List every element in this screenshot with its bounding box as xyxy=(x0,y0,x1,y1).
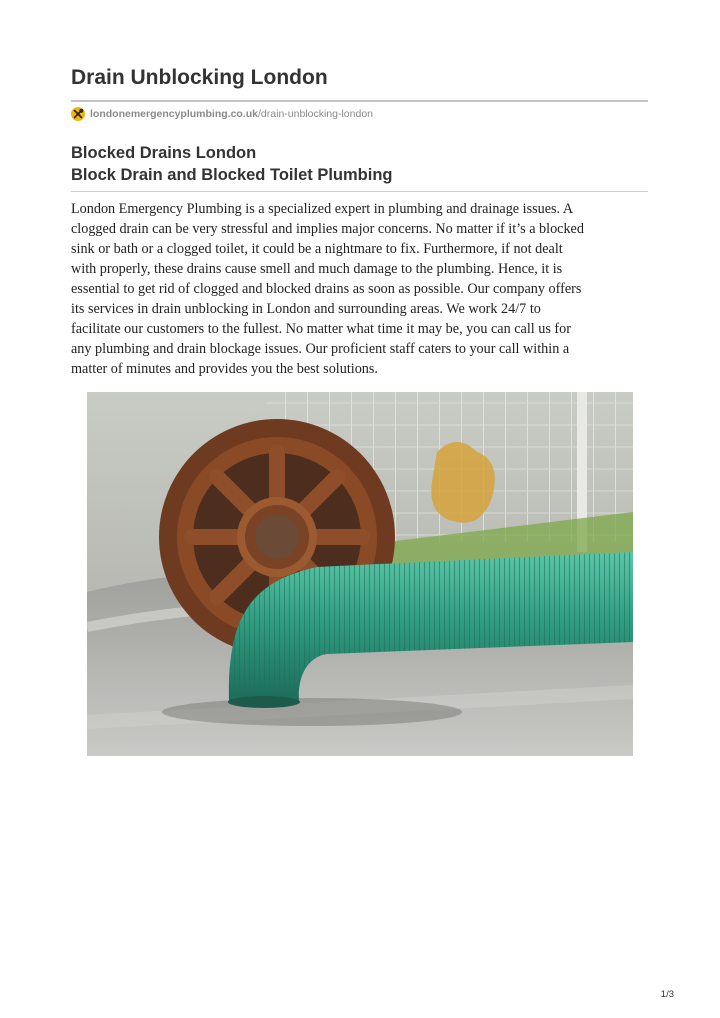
paragraph-line: its services in drain unblocking in London and surrounding areas. We work 24/7 to xyxy=(71,301,541,317)
paragraph-line: facilitate our customers to the fullest. No matter what time it may be, you can call us for xyxy=(71,321,571,337)
url-path: /drain-unblocking-london xyxy=(258,108,374,120)
paragraph-line: sink or bath or a clogged toilet, it could be a nightmare to fix. Furthermore, if not dealt xyxy=(71,241,563,257)
article-paragraph xyxy=(71,199,651,379)
paragraph-line: any plumbing and drain blockage issues. Our proficient staff caters to your call within a xyxy=(71,341,570,357)
url-domain: londonemergencyplumbing.co.uk xyxy=(90,108,259,120)
title-divider xyxy=(71,100,648,102)
section-heading-line1: Blocked Drains London xyxy=(71,144,257,162)
paragraph-line: with properly, these drains cause smell and much damage to the plumbing. Hence, it is xyxy=(71,261,563,277)
paragraph-line: London Emergency Plumbing is a specialized expert in plumbing and drainage issues. A xyxy=(71,201,574,217)
paragraph-line: clogged drain can be very stressful and implies major concerns. No matter if it’s a blocked xyxy=(71,221,584,237)
paragraph-line: matter of minutes and provides you the best solutions. xyxy=(71,361,378,377)
drain-hose-photo xyxy=(87,392,633,756)
source-url[interactable] xyxy=(71,106,373,122)
page-number: 1/3 xyxy=(660,989,674,1000)
section-heading-line2: Block Drain and Blocked Toilet Plumbing xyxy=(71,166,393,184)
heading-divider xyxy=(71,191,648,192)
paragraph-line: essential to get rid of clogged and blocked drains as soon as possible. Our company offers xyxy=(71,281,582,297)
wrench-screwdriver-icon xyxy=(71,107,85,121)
page-title: Drain Unblocking London xyxy=(71,66,328,89)
